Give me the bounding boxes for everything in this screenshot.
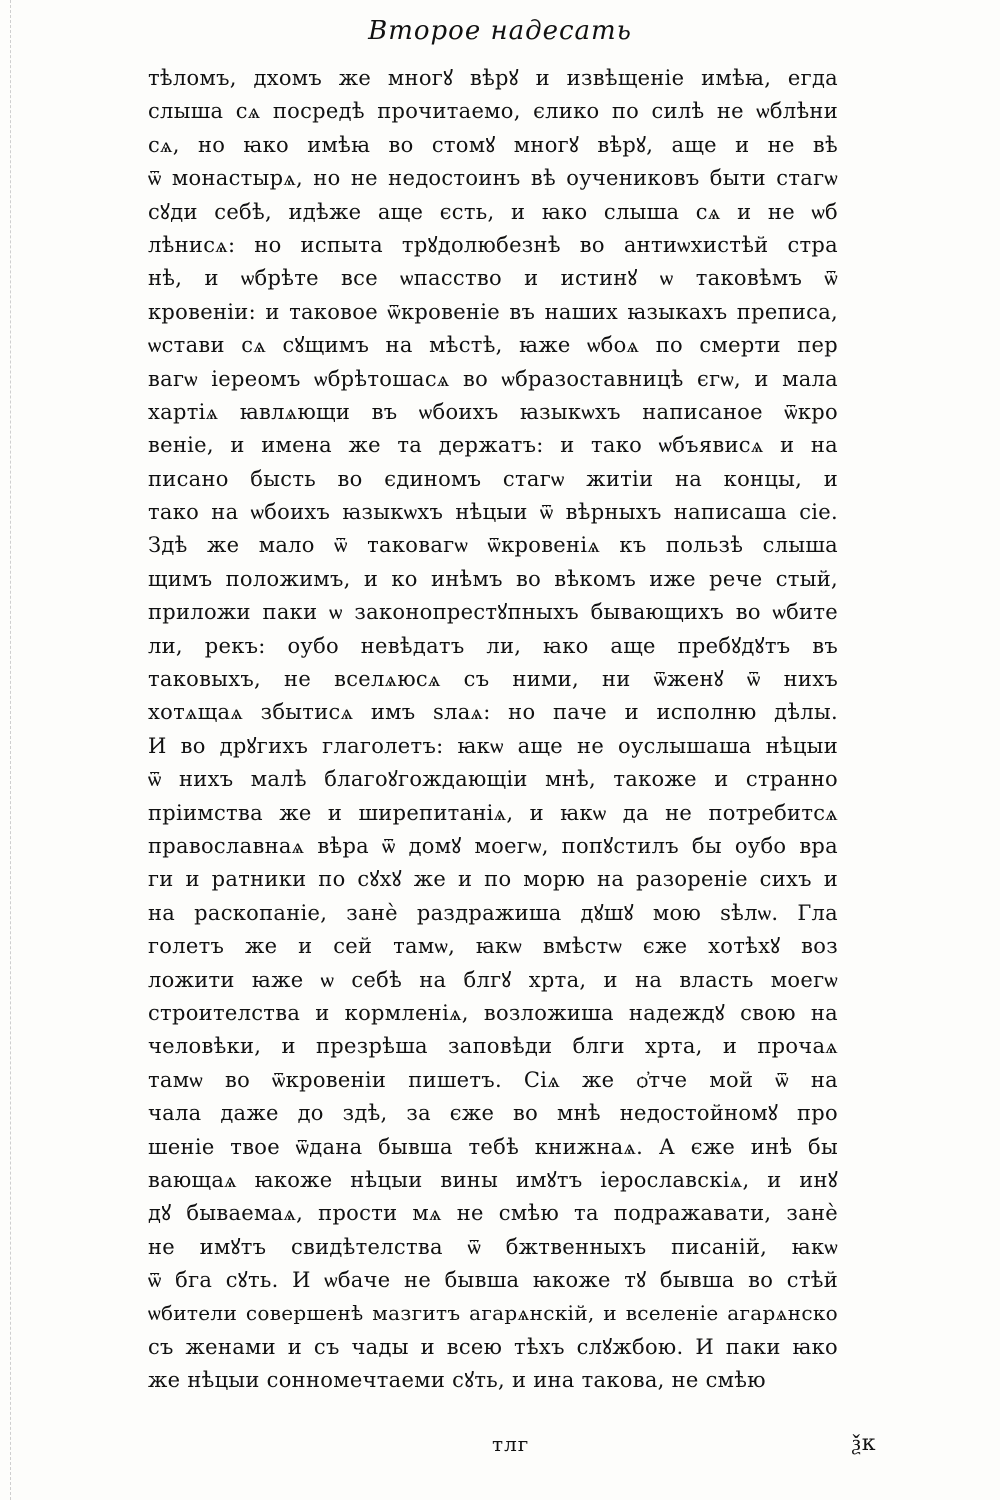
text-line: слыша сѧ посредѣ прочитаемо, єлико по силѣ не ѡблѣни	[148, 99, 838, 124]
text-line: сꙋди себѣ, идѣже аще єсть, и ꙗко слыша сѧ и не ѡб	[148, 199, 838, 224]
text-line: вающаѧ ꙗкоже нѣцыи вины имꙋтъ іерославскіѧ, и инꙋ	[148, 1167, 838, 1192]
text-line: хартіѧ ꙗвлѧющи въ ѡбоихъ ꙗзыкѡхъ написаное ѿкро	[148, 399, 838, 424]
text-line: же нѣцыи сонномечтаеми сꙋть, и ина такова, не смѣю	[148, 1368, 766, 1393]
text-line: строителства и кормленіѧ, возложиша надеждꙋ свою на	[148, 1000, 838, 1025]
text-line: хотѧщаѧ збытисѧ имъ ѕлаѧ: но паче и исполню дѣлы.	[148, 700, 838, 725]
text-line: вагѡ іереомъ ѡбрѣтошасѧ во ѡбразоставницѣ єгѡ, и мала	[148, 366, 838, 391]
text-line: ѿ бга сꙋть. И ѡбаче не бывша ꙗкоже тꙋ бывша во стѣй	[148, 1268, 838, 1293]
text-line: Здѣ же мало ѿ таковагѡ ѿкровеніѧ къ пользѣ слыша	[148, 533, 838, 558]
text-line: дꙋ бываемаѧ, прости мѧ не смѣю та подражавати, занѐ	[148, 1201, 838, 1226]
text-line: ѡбители совершенѣ мазгитъ агарѧнскій, и вселеніе агарѧнско	[148, 1301, 838, 1326]
text-line: пріимства же и шиpепитаніѧ, и ꙗкѡ да не потребитсѧ	[148, 800, 838, 825]
text-line: И во дрꙋгихъ глаголетъ: ꙗкѡ аще не оуслышаша нѣцыи	[148, 733, 838, 758]
text-line: писано бысть во єдиномъ стагѡ житіи на концы, и	[148, 466, 838, 491]
text-line: таковыхъ, не вселѧюсѧ съ ними, ни ѿженꙋ ѿ нихъ	[148, 667, 838, 692]
text-line: на раскопаніе, занѐ раздражиша дꙋшꙋ мою ѕѣлѡ. Гла	[148, 900, 838, 925]
text-line: съ женами и съ чады и всею тѣхъ слꙋжбою. И паки ꙗко	[148, 1334, 838, 1359]
text-line: тѣломъ, дхомъ же многꙋ вѣрꙋ и извѣщеніе имѣꙗ, егда	[148, 66, 838, 90]
text-line: ѡстави сѧ сꙋщимъ на мѣстѣ, ꙗже ѡбоѧ по смерти пер	[148, 333, 838, 358]
text-line: ли, рекъ: оубо невѣдатъ ли, ꙗко аще пребꙋдꙋтъ въ	[148, 633, 838, 658]
page-fold-line	[10, 0, 11, 1500]
text-line: кровеніи: и таковое ѿкровеніе въ наших ꙗзыкахъ преписа,	[148, 299, 838, 324]
text-line: ги и ратники по сꙋхꙋ же и по морю на разореніе сихъ и	[148, 867, 838, 892]
text-line: приложи паки ѡ законопрестꙋпныхъ бывающихъ во ѡбите	[148, 600, 838, 625]
text-line: человѣки, и презрѣша заповѣди блги хрта, и прочаѧ	[148, 1034, 838, 1059]
text-line: нѣ, и ѡбрѣте все ѡпасство и истинꙋ ѡ таковѣмъ ѿ	[148, 266, 838, 291]
text-line: ложити ꙗже ѡ себѣ на блгꙋ хрта, и на власть моегѡ	[148, 967, 838, 992]
page-header: Второе надесать	[368, 16, 632, 46]
text-line: лѣнисѧ: но испыта трꙋдолюбезнѣ во антиѡхистѣй стра	[148, 232, 838, 257]
text-line: сѧ, но ꙗко имѣꙗ во стомꙋ многꙋ вѣрꙋ, аще и не вѣ	[148, 132, 838, 157]
text-line: голетъ же и сей тамѡ, ꙗкѡ вмѣстѡ єже хотѣхꙋ воз	[148, 934, 838, 959]
text-line: чала даже до здѣ, за єже во мнѣ недостойномꙋ про	[148, 1101, 838, 1126]
page-number: ѯк	[852, 1431, 877, 1456]
text-line: щимъ положимъ, и ко инѣмъ во вѣкомъ иже рече стый,	[148, 566, 838, 591]
signature-mark: тлг	[492, 1432, 530, 1456]
text-line: не имꙋтъ свидѣтелства ѿ бжтвенныхъ писаній, ꙗкѡ	[148, 1234, 838, 1259]
body-text	[148, 62, 838, 1398]
text-line: православнаѧ вѣра ѿ домꙋ моегѡ, попꙋстилъ бы оубо вра	[148, 833, 838, 858]
text-line: тако на ѡбоихъ ꙗзыкѡхъ нѣцыи ѿ вѣрныхъ написаша сіе.	[148, 500, 838, 525]
text-line: ѿ монастырѧ, но не недостоинъ вѣ оучениковъ быти стагѡ	[148, 166, 838, 191]
text-line: тамѡ во ѿкровеніи пишетъ. Сіѧ же ѻ҆тче мой ѿ на	[148, 1067, 838, 1092]
text-line: шеніе твое ѿдана бывша тебѣ книжнаѧ. А єже инѣ бы	[148, 1134, 838, 1159]
text-line: ѿ нихъ малѣ благоꙋгождающіи мнѣ, такоже и странно	[148, 767, 838, 792]
text-line: веніе, и имена же та держатъ: и тако ѡбъявисѧ и на	[148, 433, 838, 458]
